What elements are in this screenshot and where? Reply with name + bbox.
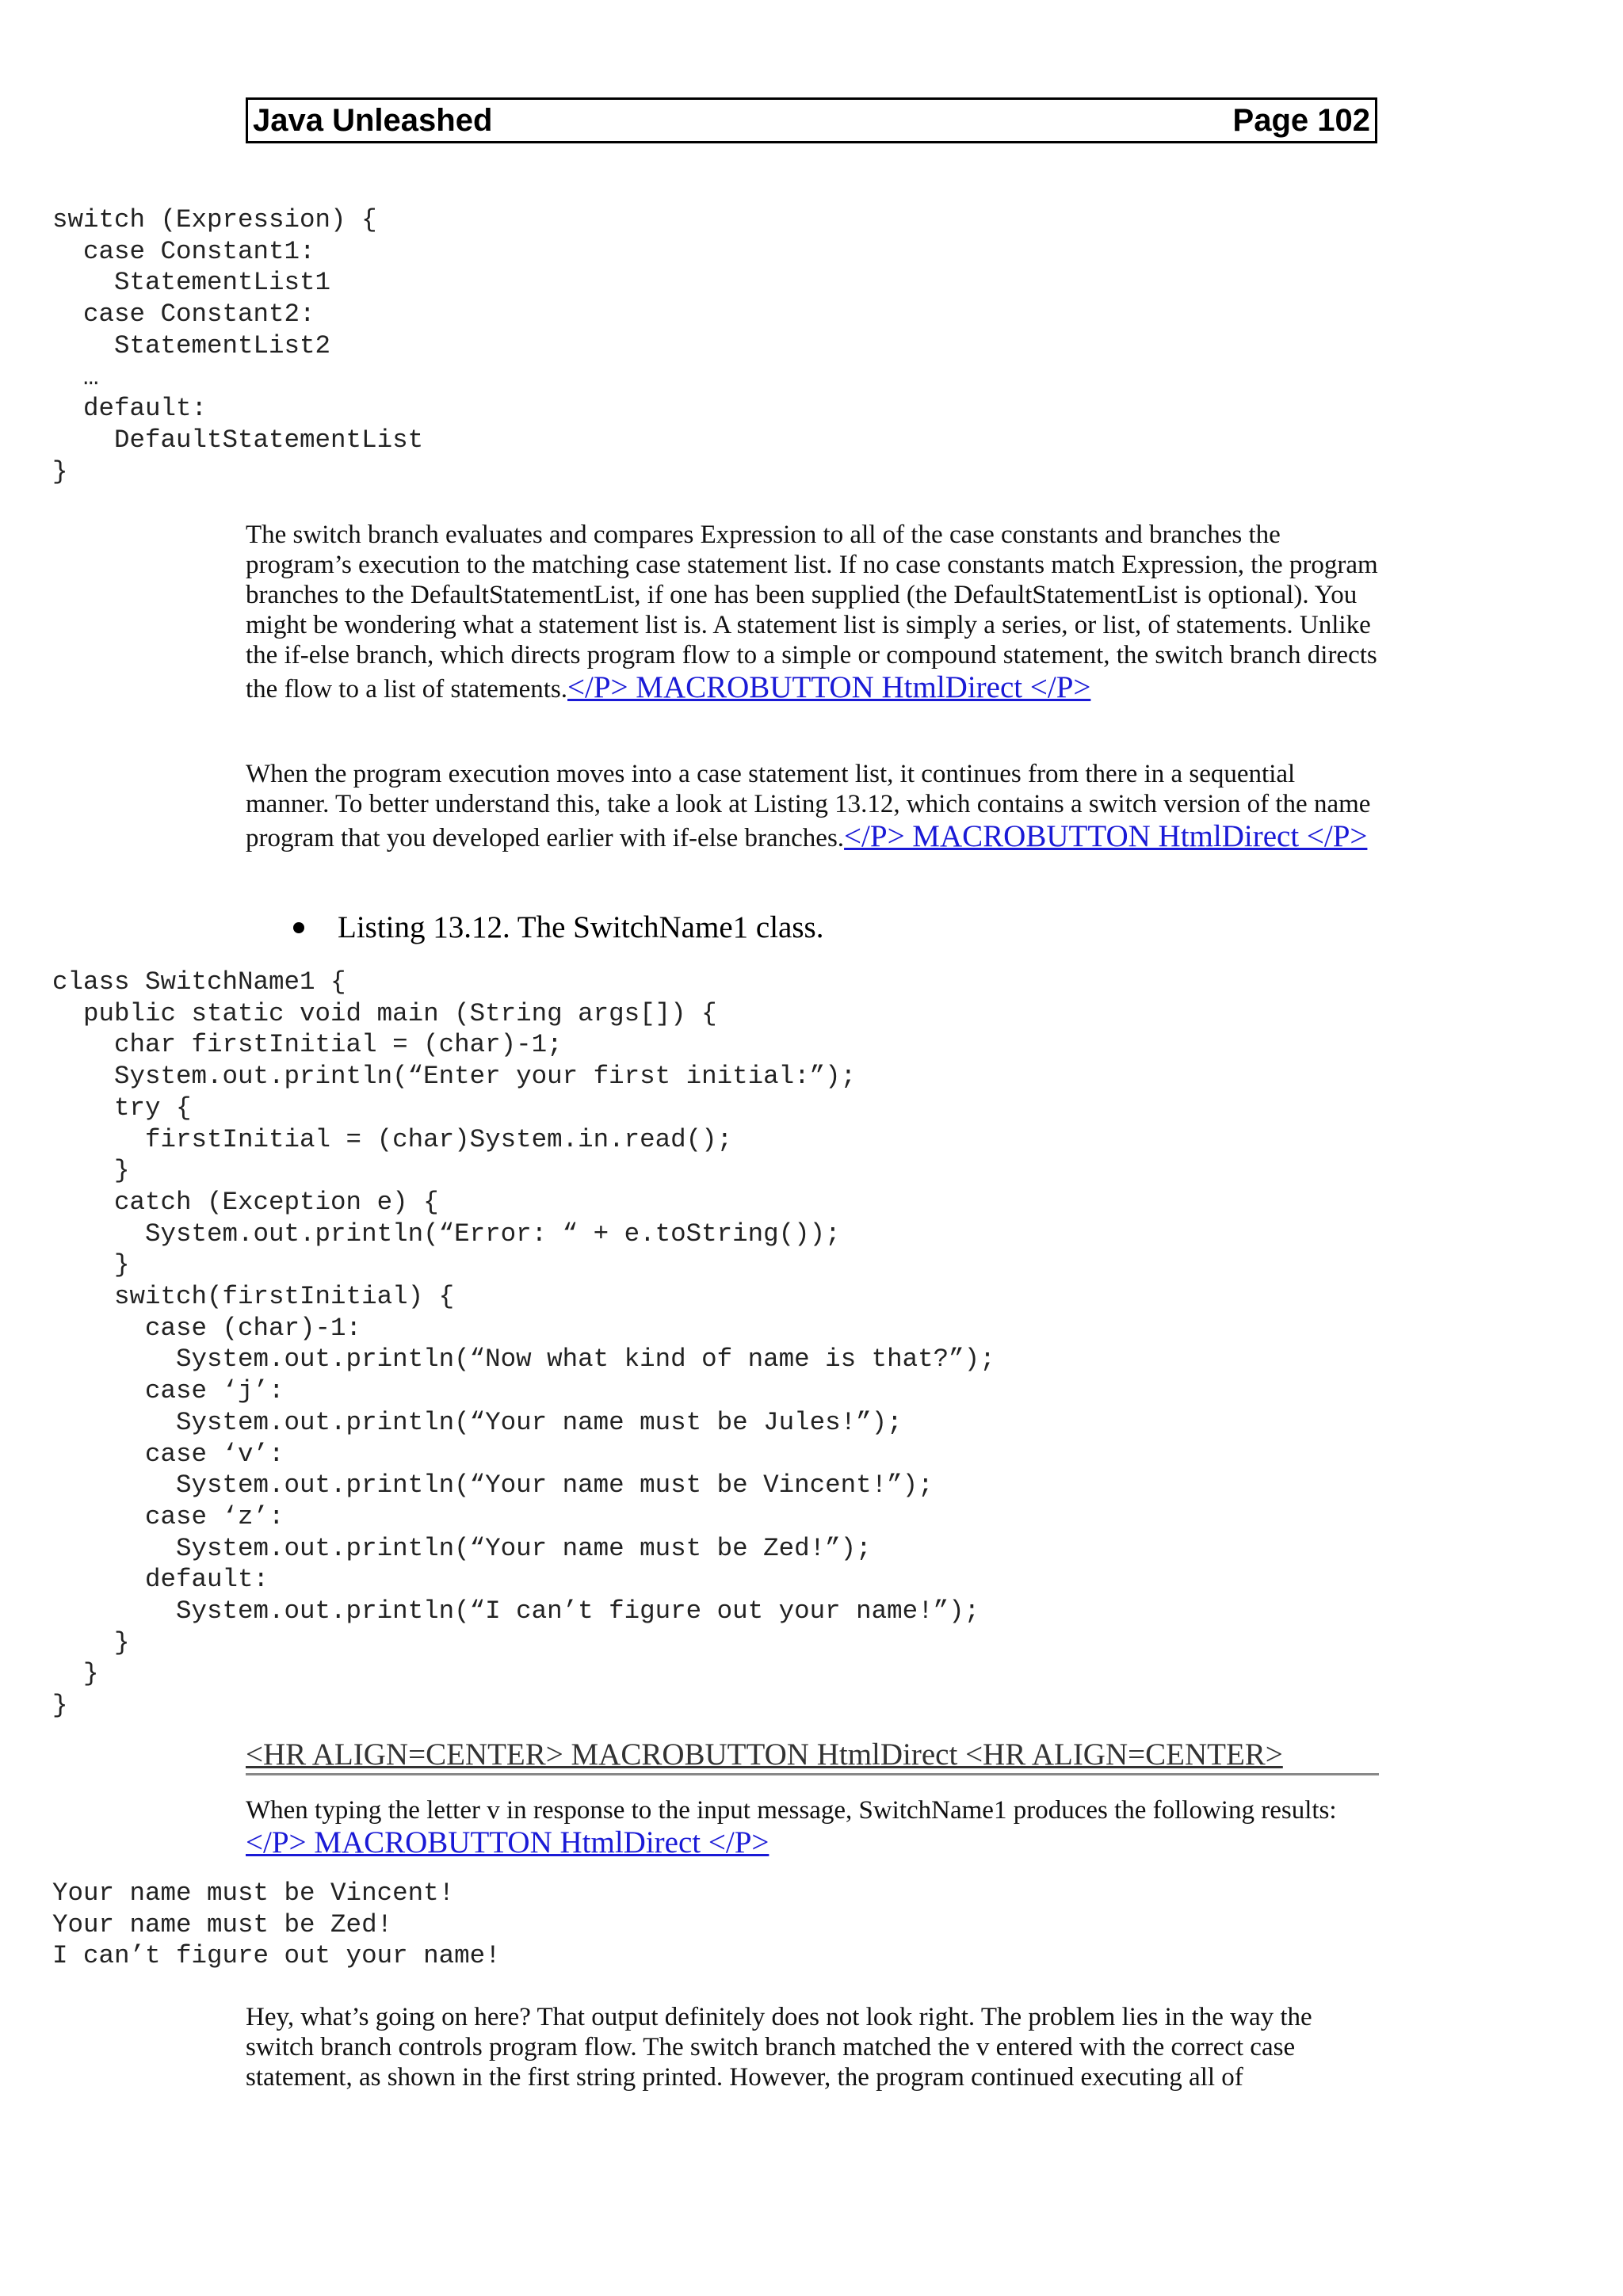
macrobutton-link[interactable]: </P> MACROBUTTON HtmlDirect </P>	[567, 670, 1091, 704]
paragraph-switch-explanation	[246, 520, 1379, 705]
paragraph-problem	[246, 2002, 1379, 2092]
bullet-icon	[293, 922, 304, 933]
paragraph-results-intro	[246, 1795, 1379, 1860]
horizontal-rule	[246, 1773, 1379, 1775]
paragraph-text: When typing the letter v in response to the input message, SwitchName1 produces the following results:	[246, 1796, 1337, 1825]
paragraph-text: The switch branch evaluates and compares Expression to all of the case constants and branches the program’s execution to the matching case statement list. If no case constants match Expression, the program branches to the DefaultStatementList, if one has been supplied (the DefaultStatementList is optional). You might be wondering what a statement list is. A statement list is simply a series, or list, of statements. Unlike the if-else branch, which directs program flow to a simple or compound statement, the switch branch directs the flow to a list of statements.	[246, 521, 1378, 704]
page-number: Page 102	[1232, 102, 1370, 138]
code-block-output: Your name must be Vincent! Your name must be Zed! I can’t figure out your name!	[52, 1878, 501, 1971]
code-block-switch-syntax: switch (Expression) { case Constant1: StatementList1 case Constant2: StatementList2 … default: DefaultStatementList }	[52, 205, 424, 486]
hr-macrobutton-link[interactable]: <HR ALIGN=CENTER> MACROBUTTON HtmlDirect <HR ALIGN=CENTER>	[246, 1737, 1283, 1772]
paragraph-text: Hey, what’s going on here? That output definitely does not look right. The problem lies in the way the switch branch controls program flow. The switch branch matched the v entered with the correct case statement, as shown in the first string printed. However, the program continued executing all of	[246, 2003, 1312, 2092]
book-title: Java Unleashed	[253, 102, 493, 138]
paragraph-text: When the program execution moves into a case statement list, it continues from there in a sequential manner. To better understand this, take a look at Listing 13.12, which contains a switch version of the name program that you developed earlier with if-else branches.	[246, 760, 1371, 852]
page-header	[246, 97, 1377, 143]
macrobutton-link[interactable]: </P> MACROBUTTON HtmlDirect </P>	[246, 1825, 769, 1859]
code-block-switchname1: class SwitchName1 { public static void main (String args[]) { char firstInitial = (char)-1; System.out.println(“Enter your first initial:”); try { firstInitial = (char)System.in.read(); } catch (Exception e) { System.out.println(“Error: “ + e.toString()); } switch(firstInitial) { case (char)-1: System.out.println(“Now what kind of name is that?”); case ‘j’: System.out.println(“Your name must be Jules!”); case ‘v’: System.out.println(“Your name must be Vincent!”); case ‘z’: System.out.println(“Your name must be Zed!”); default: System.out.println(“I can’t figure out your name!”); } } }	[52, 967, 995, 1721]
macrobutton-link[interactable]: </P> MACROBUTTON HtmlDirect </P>	[844, 819, 1368, 853]
listing-caption-text: Listing 13.12. The SwitchName1 class.	[338, 910, 824, 944]
listing-caption	[293, 910, 823, 946]
paragraph-case-flow	[246, 759, 1379, 854]
